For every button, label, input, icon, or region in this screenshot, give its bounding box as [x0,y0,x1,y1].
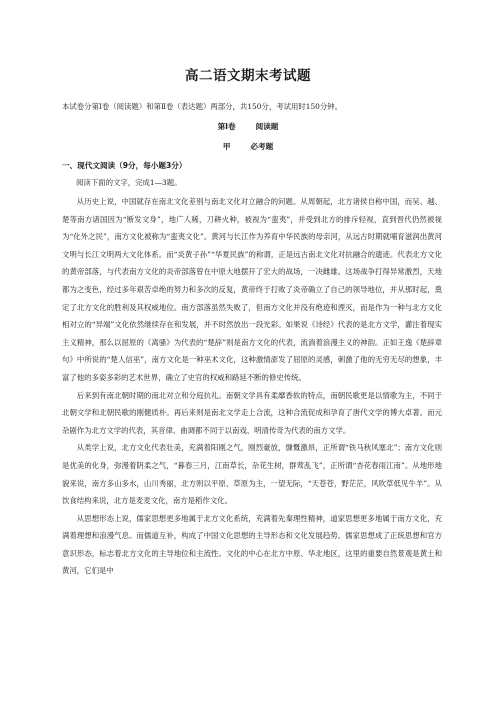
page-title: 高二语文期末考试题 [185,68,311,84]
question-heading: 一、现代文阅读（9分，每小题3分） [62,161,187,170]
section-heading-2 [0,141,496,152]
instruction-text: 阅读下面的文字，完成1—3题。 [76,178,182,187]
passage-paragraph-2: 后来到有南北朝时期的南北对立和分庭抗礼。南朝文学具有柔靡香软的特点，南朝民歌更是以情歌为主，不同于北朝文学和北朝民歌的刚健质朴。再后来则是南北文学走上合流，这种合流促成和孕育了唐代文学的博大卓著。而元杂剧作为北方文学的代表，其音律、曲调都不同于以南戏、明清传奇为代表的南方文学。 [62,390,442,435]
section-heading-1 [0,121,496,132]
passage-paragraph-4: 从思想形态上说，儒家思想更多地属于北方文化系统，充满着先秦理性精神，道家思想更多地属于南方文化，充满着理想和浪漫气息。而儒道互补，构成了中国文化思想的主导形态和文化发展趋势。儒家思想成了正统思想和官方意识形态，标志着北方文化的主导地位和主流性。文化的中心在北方中原、华北地区，这里的重要自然景观是黄土和黄河，它们是中 [62,513,442,576]
section-label: 必考题 [250,142,274,151]
passage-paragraph-3: 从类学上说，北方文化代表壮美，充满着阳刚之气，刚烈豪放，慷慨激昂，正所谓“铁马秋风塞北”；南方文化则是优美的化身，弥漫着阴柔之气，“暮春三月，江南草长，杂花生树，群莺乱飞”，正所谓“杏花春雨江南”。从地形地貌来说，南方多山多水，山川秀丽，北方则以平原、草原为主，一望无际，“天苍苍，野茫茫，风吹草低见牛羊”。从饮食结构来说，北方是麦麦文化，南方是稻作文化。 [62,443,442,506]
passage-paragraph-1: 从历史上说，中国就存在南北文化差别与南北文化对立融合的问题。从周朝起，北方诸侯自称中国，而吴、越、楚等南方诸国因为“断发文身”，地广人稀，刀耕火种，被视为“蛮夷”，并受到北方的排斥轻视，直到晋代仍然被视为“化外之民”，南方文化被称为“蛮夷文化”。黄河与长江作为养育中华民族的母亲河，从远古时期就哺育滋润出黄河文明与长江文明两大文化体系。而“炎黄子孙”“华夏民族”的称谓，正是远古南北文化对抗融合的遗迹。代表北方文化的黄帝部落，与代表南方文化的炎帝部落曾在中原大地摆开了宏大的战场，一决雌雄。这场战争打得异常激烈，天地都为之变色，经过多年艰苦卓绝的努力和多次的反复，黄帝终于打败了炎帝确立了自己的领导地位，并从那时起，奠定了北方文化的胜利及其权威地位。南方部落虽然失败了，但南方文化并没有绝迹和湮灭，而是作为一种与北方文化相对立的“异端”文化依然继续存在和发展，并不时然放出一段光彩。如果说《诗经》代表的是北方文学，灌注着现实主义精神，那么以屈原的《离骚》为代表的“楚辞”则是南方文化的代表，流淌着浪漫主义的神韵。正如王逸《楚辞章句》中所说的“楚人信巫”，南方文化是一种巫术文化，这种激情澎发了屈原的灵感，刺激了他的无穷无尽的想象，丰富了他的多姿多彩的艺术世界，确立了史官的权威和路延不断的修史传统。 [62,197,442,382]
section-name: 甲 [222,142,231,151]
reading-passage [62,193,442,580]
exam-intro: 本试卷分第Ⅰ卷（阅读题）和第Ⅱ卷（表达题）两部分，共150分，考试用时150分钟。 [62,102,343,111]
section-name: 第Ⅰ卷 [217,122,236,131]
section-label: 阅读题 [255,122,279,131]
